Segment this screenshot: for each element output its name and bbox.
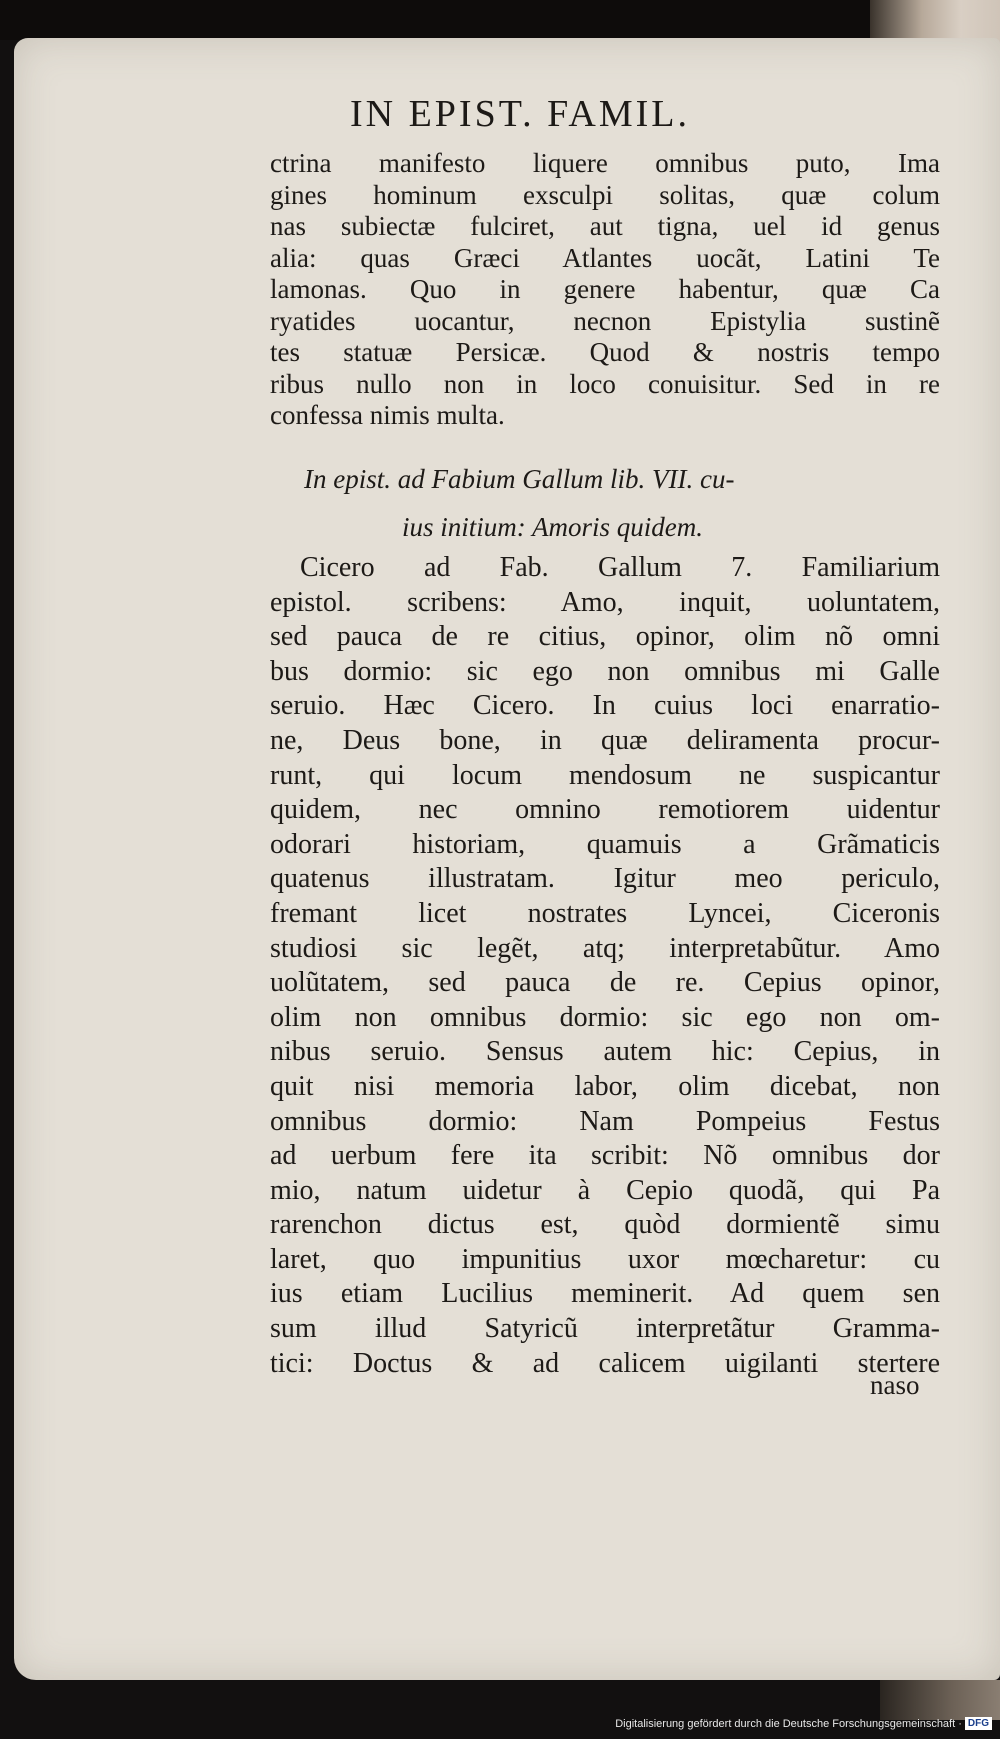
body-line: rarenchon dictus est, quòd dormientẽ simu xyxy=(270,1209,940,1241)
section-heading-line: ius initium: Amoris quidem. xyxy=(402,512,704,542)
next-page-edge-bottom xyxy=(880,1680,1000,1720)
body-line: Cicero ad Fab. Gallum 7. Familiarium xyxy=(300,552,940,583)
body-line: tici: Doctus & ad calicem uigilanti stertere xyxy=(270,1347,940,1379)
body-line: omnibus dormio: Nam Pompeius Festus xyxy=(270,1105,940,1137)
body-line: bus dormio: sic ego non omnibus mi Galle xyxy=(270,655,940,687)
body-line: laret, quo impunitius uxor mœcharetur: cu xyxy=(270,1243,940,1275)
text-line: alia: quas Græci Atlantes uocãt, Latini Te xyxy=(270,242,940,273)
section-heading xyxy=(270,455,940,551)
body-line: sum illud Satyricũ interpretãtur Gramma- xyxy=(270,1313,940,1345)
text-line-last: confessa nimis multa. xyxy=(270,400,505,430)
body-line: quidem, nec omnino remotiorem uidentur xyxy=(270,794,940,826)
digitization-credit xyxy=(615,1717,992,1730)
body-line: uolũtatem, sed pauca de re. Cepius opinor, xyxy=(270,967,940,999)
text-line: gines hominum exsculpi solitas, quæ colum xyxy=(270,179,940,210)
body-line: epistol. scribens: Amo, inquit, uoluntatem, xyxy=(270,586,940,618)
body-line: seruio. Hæc Cicero. In cuius loci enarratio- xyxy=(270,690,940,722)
body-line: nibus seruio. Sensus autem hic: Cepius, in xyxy=(270,1036,940,1068)
body-line: quit nisi memoria labor, olim dicebat, non xyxy=(270,1070,940,1102)
running-title-text: IN EPIST. FAMIL. xyxy=(349,93,691,135)
text-line: tes statuæ Persicæ. Quod & nostris tempo xyxy=(270,337,940,367)
text-line: nas subiectæ fulciret, aut tigna, uel id genus xyxy=(270,211,940,241)
body-line: sed pauca de re citius, opinor, olim nõ omni xyxy=(270,621,940,653)
body-line: quatenus illustratam. Igitur meo periculo, xyxy=(270,863,940,895)
section-heading-line: In epist. ad Fabium Gallum lib. VII. cu- xyxy=(304,464,735,494)
bottom-background xyxy=(0,1680,1000,1739)
body-line: mio, natum uidetur à Cepio quodã, qui Pa xyxy=(270,1174,940,1206)
body-line: ne, Deus bone, in quæ deliramenta procur- xyxy=(270,724,940,756)
catchword: naso xyxy=(870,1370,920,1400)
top-paragraph xyxy=(270,148,940,432)
body-line: runt, qui locum mendosum ne suspicantur xyxy=(270,759,940,791)
body-line: studiosi sic legẽt, atq; interpretabũtur. Amo xyxy=(270,932,940,964)
top-background xyxy=(0,0,1000,40)
body-line: ad uerbum fere ita scribit: Nõ omnibus dor xyxy=(270,1140,940,1172)
text-line: ribus nullo non in loco conuisitur. Sed in re xyxy=(270,368,940,399)
body-line: odorari historiam, quamuis a Grãmaticis xyxy=(270,828,940,860)
body-line: fremant licet nostrates Lyncei, Ciceronis xyxy=(270,897,940,929)
body-line: ius etiam Lucilius meminerit. Ad quem sen xyxy=(270,1278,940,1310)
body-paragraph xyxy=(270,551,940,1381)
dfg-logo-icon: DFG xyxy=(965,1717,992,1730)
digitization-credit-text: Digitalisierung gefördert durch die Deutsche Forschungsgemeinschaft · xyxy=(615,1717,962,1730)
text-line: ctrina manifesto liquere omnibus puto, Ima xyxy=(270,148,940,178)
text-line: lamonas. Quo in genere habentur, quæ Ca xyxy=(270,274,940,304)
body-line: olim non omnibus dormio: sic ego non om- xyxy=(270,1001,940,1033)
running-title xyxy=(0,92,1000,136)
text-line: ryatides uocantur, necnon Epistylia sustinẽ xyxy=(270,305,940,336)
